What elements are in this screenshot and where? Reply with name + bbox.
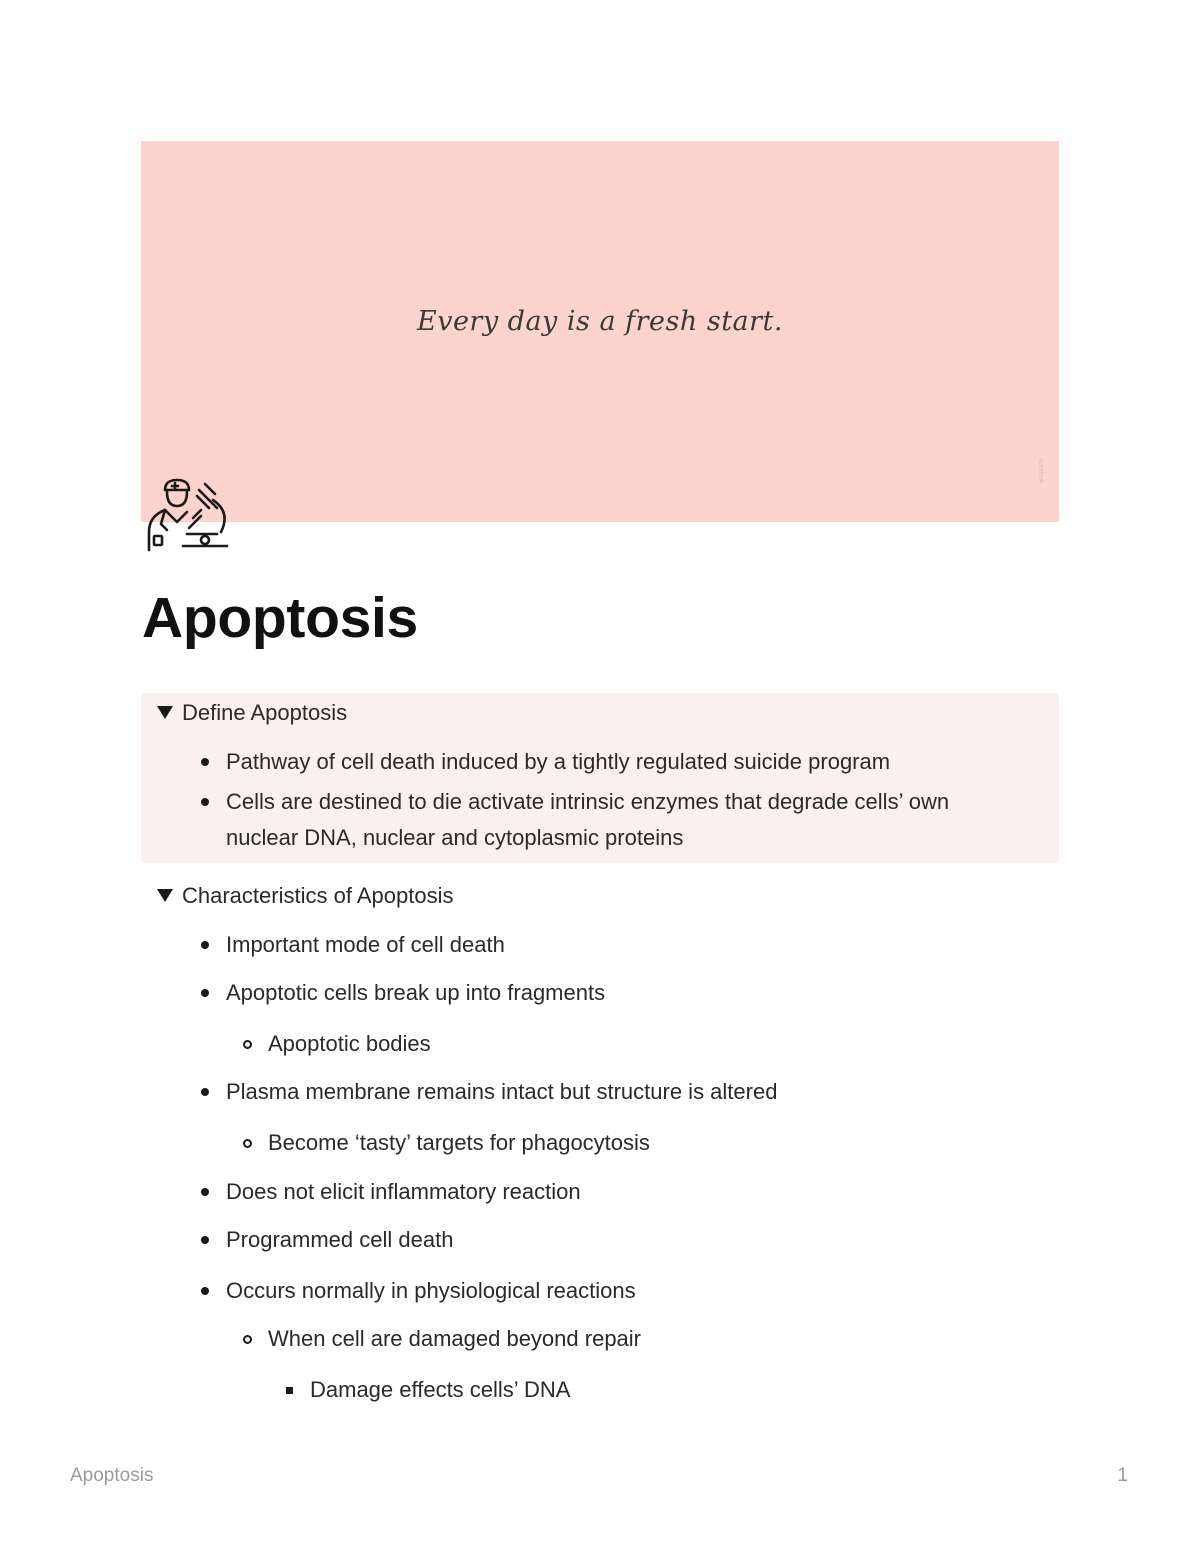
- toggle-define-apoptosis: [141, 693, 1059, 863]
- toggle-triangle-icon[interactable]: [157, 889, 173, 902]
- list-item: Pathway of cell death induced by a tightly regulated suicide program: [226, 744, 1026, 780]
- list-item: When cell are damaged beyond repair: [268, 1321, 641, 1357]
- toggle-characteristics: [141, 876, 1059, 1416]
- list-item: Occurs normally in physiological reactions: [226, 1273, 636, 1309]
- cover-quote: Every day is a fresh start.: [416, 306, 783, 337]
- cover-image: [141, 141, 1059, 522]
- toggle-heading: Define Apoptosis: [182, 700, 348, 725]
- list-item: Become ‘tasty’ targets for phagocytosis: [268, 1125, 650, 1161]
- list-item: Plasma membrane remains intact but structure is altered: [226, 1074, 777, 1110]
- cover-credit: unsplash: [1039, 459, 1045, 484]
- toggle-triangle-icon[interactable]: [157, 706, 173, 719]
- footer-page-number: 1: [1117, 1465, 1128, 1486]
- page-title: Apoptosis: [142, 586, 418, 650]
- list-item: Programmed cell death: [226, 1222, 453, 1258]
- list-item: Cells are destined to die activate intrinsic enzymes that degrade cells’ own nuclear DNA, nuclear and cytoplasmic proteins: [226, 784, 1016, 856]
- footer-doc-name: Apoptosis: [70, 1465, 154, 1486]
- list-item: Apoptotic bodies: [268, 1026, 431, 1062]
- list-item: Damage effects cells’ DNA: [310, 1372, 570, 1408]
- toggle-heading: Characteristics of Apoptosis: [182, 883, 454, 908]
- list-item: Important mode of cell death: [226, 927, 505, 963]
- list-item: Does not elicit inflammatory reaction: [226, 1174, 581, 1210]
- toggle-header[interactable]: [157, 700, 347, 726]
- list-item: Apoptotic cells break up into fragments: [226, 975, 605, 1011]
- toggle-header[interactable]: [157, 883, 453, 909]
- scientist-microscope-icon: [143, 476, 233, 552]
